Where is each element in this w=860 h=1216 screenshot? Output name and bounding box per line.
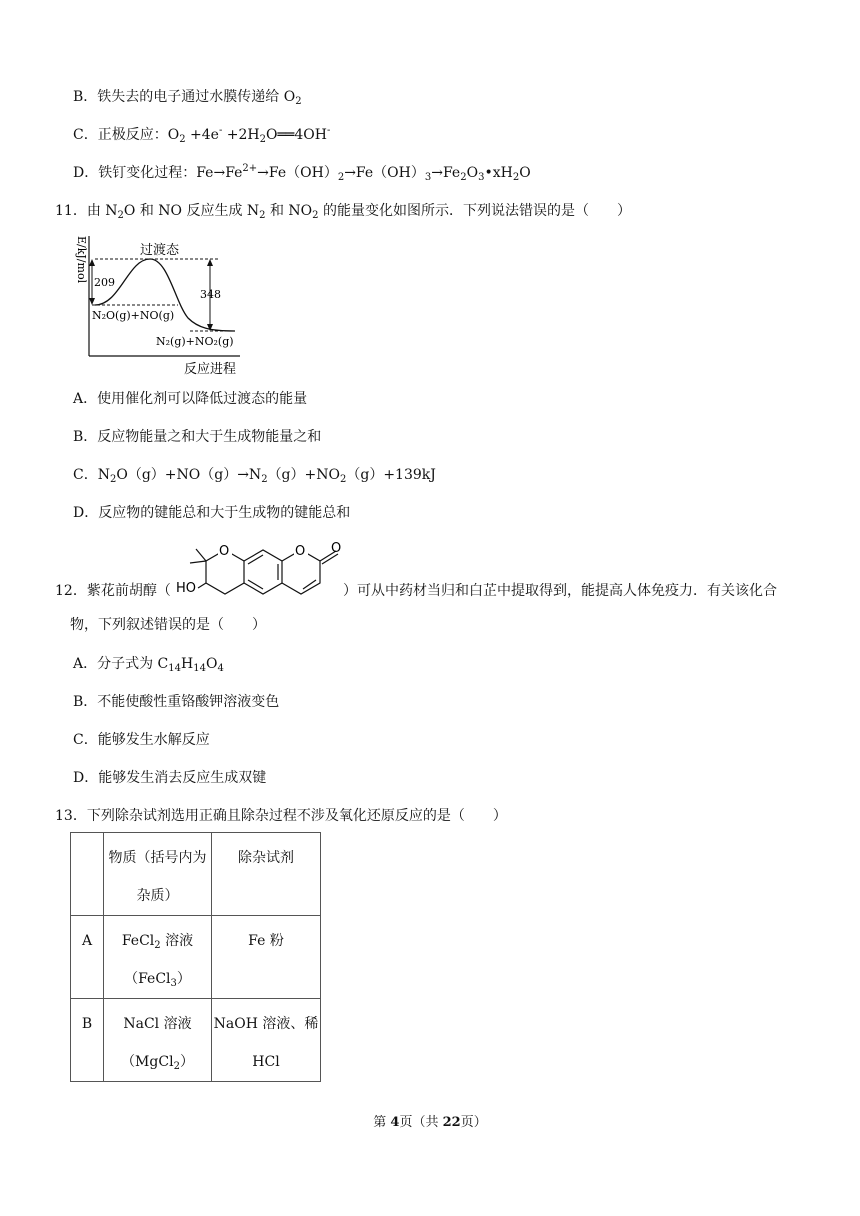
q12-option-d: D．能够发生消去反应生成双键 <box>73 770 267 786</box>
q13-stem: 13．下列除杂试剂选用正确且除杂过程不涉及氧化还原反应的是（ ） <box>55 808 507 824</box>
q11-option-c: C．$N_2O(g)+NO(g)\to N_2(g)+NO_2(g)+139kJ$ <box>73 467 436 485</box>
q12-stem-pre: 12．紫花前胡醇（ <box>55 583 171 599</box>
activation-energy-label: 209 <box>94 276 115 289</box>
benzene-ring <box>244 550 282 594</box>
current-page: 4 <box>390 1115 400 1130</box>
q12-option-c: C．能够发生水解反应 <box>73 732 210 748</box>
q12-stem-post: ）可从中药材当归和白芷中提取得到，能提高人体免疫力．有关该化合 <box>343 583 777 599</box>
ring-oxygen-1: O <box>219 544 230 559</box>
q12-option-b: B．不能使酸性重铬酸钾溶液变色 <box>73 694 280 710</box>
page-footer: 第 4页（共 22页） <box>373 1115 487 1130</box>
row-a-substance-l2: （FeCl$_3$） <box>124 971 191 989</box>
x-axis-label: 反应进程 <box>184 362 237 377</box>
transition-state-label: 过渡态 <box>140 243 180 258</box>
q11-option-b: B．反应物能量之和大于生成物能量之和 <box>73 429 322 445</box>
header-substance-l1: 物质（括号内为 <box>108 850 207 866</box>
q12-option-a: A．分子式为 $C_{14}H_{14}O_4$ <box>73 656 224 674</box>
impurity-table <box>70 832 321 1082</box>
q10-option-b: B．铁失去的电子通过水膜传递给 $O_2$ <box>73 89 302 107</box>
row-b-reagent-l2: HCl <box>252 1054 280 1070</box>
q11-option-a: A．使用催化剂可以降低过渡态的能量 <box>73 391 308 407</box>
table-row <box>71 916 321 999</box>
reverse-energy-label: 348 <box>200 288 221 301</box>
q12-stem-line2: 物，下列叙述错误的是（ ） <box>70 617 266 633</box>
hydroxyl-label: HO <box>176 581 197 596</box>
q10-option-d: D．铁钉变化过程：$Fe\to Fe^{2+}\to Fe(OH)_2\to Fe(OH)_3\to Fe_2O_3•xH_2O$ <box>73 163 531 183</box>
reactants-label: N₂O(g)+NO(g) <box>92 309 175 322</box>
energy-diagram <box>70 230 255 378</box>
row-b-substance-l1: NaCl 溶液 <box>123 1016 192 1032</box>
table-header-row <box>71 833 321 916</box>
q11-option-d: D．反应物的键能总和大于生成物的键能总和 <box>73 505 351 521</box>
ring-oxygen-2: O <box>295 544 306 559</box>
row-a-reagent: Fe 粉 <box>248 933 284 949</box>
y-axis-label: E/kJ/mol <box>75 236 88 284</box>
q10-option-c: C．正极反应：$O_2 +4e^-$ $+2H_2O══4OH^-$ <box>73 125 331 145</box>
table-row <box>71 999 321 1082</box>
row-b-substance-l2: （MgCl$_2$） <box>121 1054 194 1072</box>
carbonyl-oxygen: O <box>331 541 342 556</box>
header-substance-l2: 杂质） <box>136 888 179 904</box>
total-pages: 22 <box>442 1115 461 1130</box>
header-reagent: 除杂试剂 <box>238 850 294 866</box>
row-b-reagent-l1: NaOH 溶液、稀 <box>213 1016 319 1032</box>
row-a-substance-l1: FeCl$_2$ 溶液 <box>121 933 194 951</box>
row-b-label: B <box>81 1016 93 1032</box>
products-label: N₂(g)+NO₂(g) <box>156 335 234 348</box>
row-a-label: A <box>81 933 93 949</box>
molecule-structure <box>172 535 344 607</box>
q11-stem: 11．由 $N_2O$ 和 NO 反应生成 $N_2$ 和 $NO_2$ 的能量变化如图所示．下列说法错误的是（ ） <box>55 203 631 221</box>
